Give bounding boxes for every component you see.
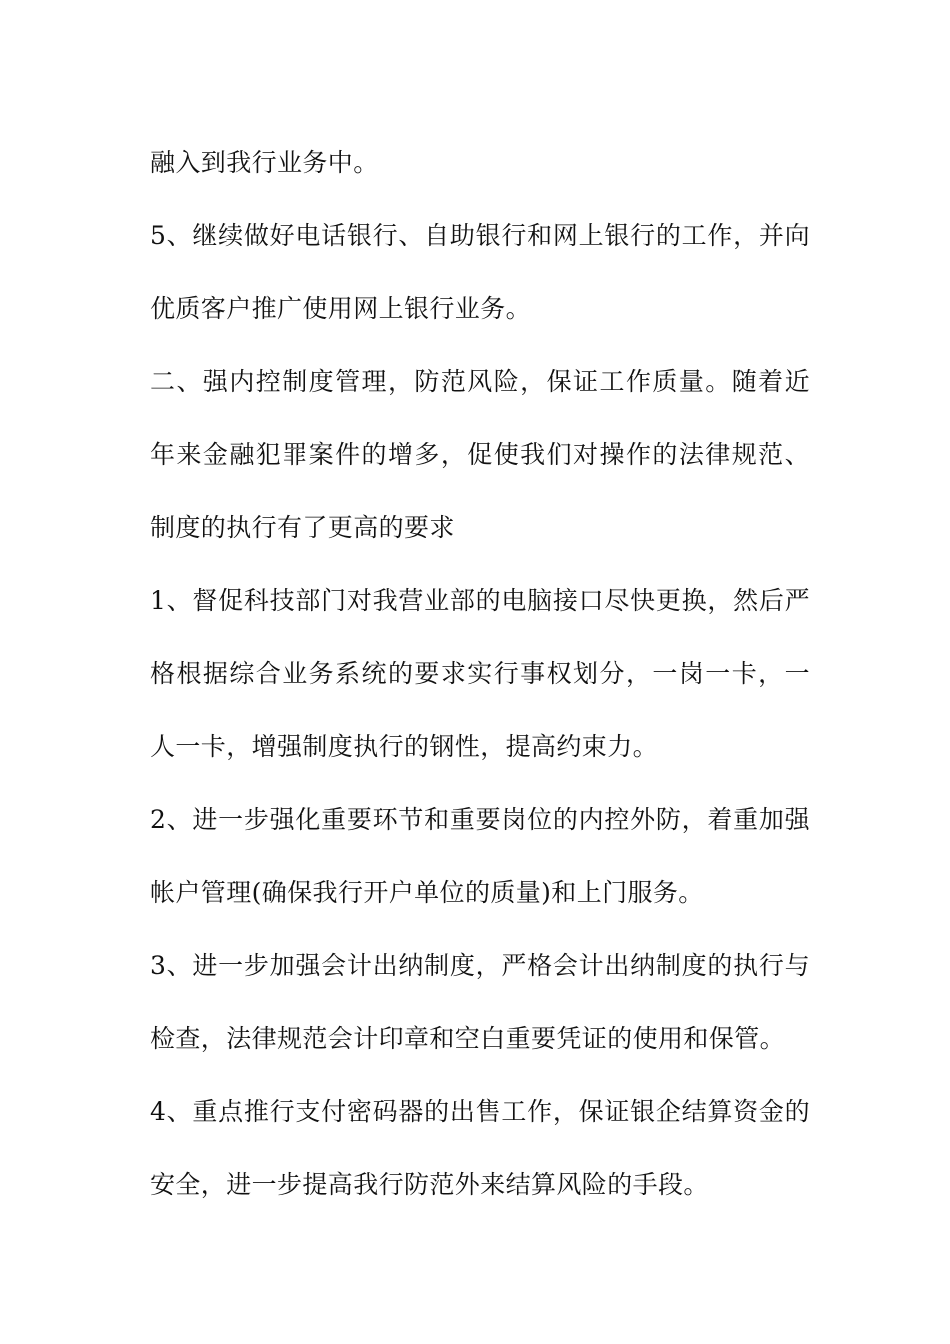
paragraph-continuation: 融入到我行业务中。 (150, 148, 379, 177)
document-body (150, 126, 810, 1221)
paragraph-section-2: 二、强内控制度管理，防范风险，保证工作质量。随着近年来金融犯罪案件的增多，促使我们对操作的法律规范、制度的执行有了更高的要求 (150, 367, 810, 542)
paragraph-item-2: 2、进一步强化重要环节和重要岗位的内控外防，着重加强帐户管理(确保我行开户单位的质量)和上门服务。 (150, 805, 810, 907)
paragraph-item-3: 3、进一步加强会计出纳制度，严格会计出纳制度的执行与检查，法律规范会计印章和空白重要凭证的使用和保管。 (150, 951, 810, 1053)
paragraph-item-4: 4、重点推行支付密码器的出售工作，保证银企结算资金的安全，进一步提高我行防范外来结算风险的手段。 (150, 1097, 810, 1199)
paragraph-item-1: 1、督促科技部门对我营业部的电脑接口尽快更换，然后严格根据综合业务系统的要求实行事权划分，一岗一卡，一人一卡，增强制度执行的钢性，提高约束力。 (150, 586, 810, 761)
paragraph-item-5: 5、继续做好电话银行、自助银行和网上银行的工作，并向优质客户推广使用网上银行业务。 (150, 221, 810, 323)
